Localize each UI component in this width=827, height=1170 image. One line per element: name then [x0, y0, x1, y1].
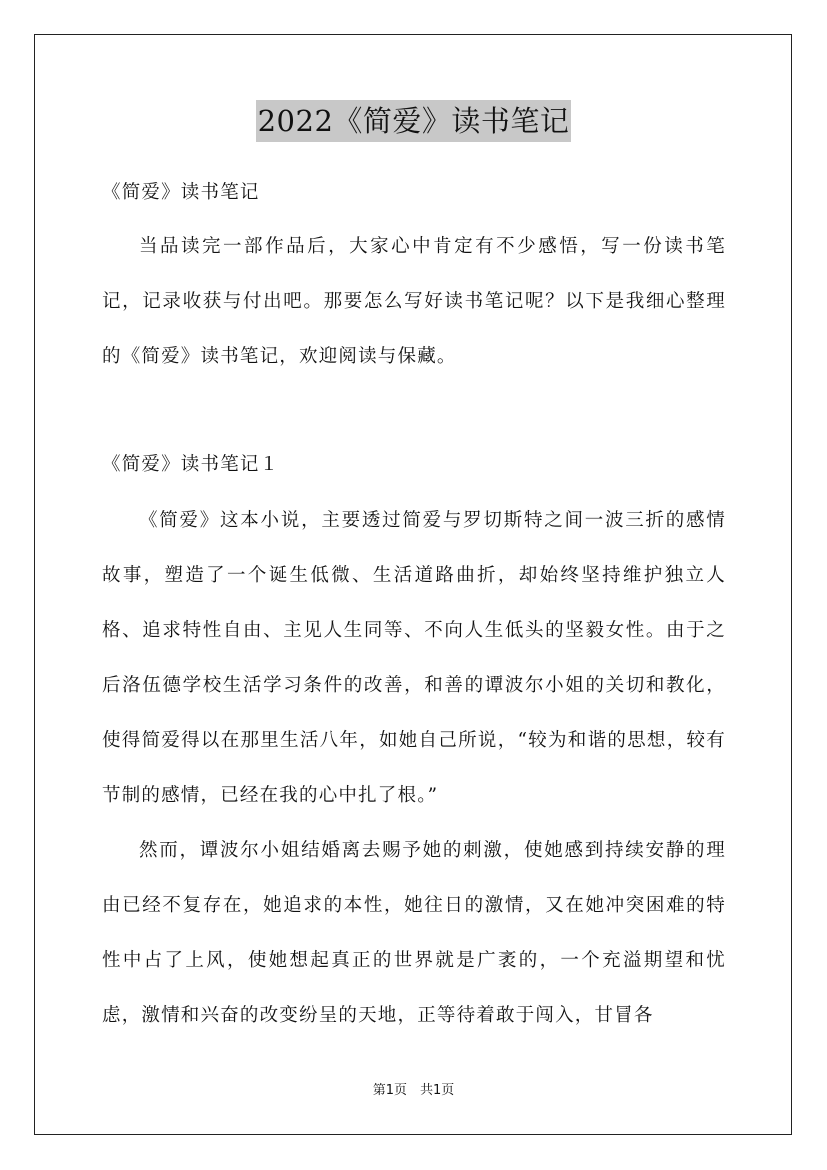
document-title: 2022《简爱》读书笔记	[256, 100, 572, 142]
intro-section	[102, 219, 726, 384]
intro-heading: 《简爱》读书笔记	[102, 182, 260, 203]
title-container	[0, 100, 827, 142]
section1-heading: 《简爱》读书笔记１	[102, 454, 280, 475]
section1-paragraph-2: 然而，谭波尔小姐结婚离去赐予她的刺激，使她感到持续安静的理由已经不复存在，她追求的本性，她往日的激情，又在她冲突困难的特性中占了上风，使她想起真正的世界就是广袤的，一个充溢期望和忧虑，激情和兴奋的改变纷呈的天地，正等待着敢于闯入，甘冒各	[102, 840, 726, 1026]
section1-paragraph-1: 《简爱》这本小说，主要透过简爱与罗切斯特之间一波三折的感情故事，塑造了一个诞生低微、生活道路曲折，却始终坚持维护独立人格、追求特性自由、主见人生同等、不向人生低头的坚毅女性。由于之后洛伍德学校生活学习条件的改善，和善的谭波尔小姐的关切和教化，使得简爱得以在那里生活八年，如她自己所说，“较为和谐的思想，较有节制的感情，已经在我的心中扎了根。”	[102, 510, 726, 806]
intro-paragraph: 当品读完一部作品后，大家心中肯定有不少感悟，写一份读书笔记，记录收获与付出吧。那要怎么写好读书笔记呢？以下是我细心整理的《简爱》读书笔记，欢迎阅读与保藏。	[102, 236, 726, 367]
section1-body	[102, 493, 726, 1043]
page-footer	[0, 1082, 827, 1100]
page-number-label: 第1页 共1页	[372, 1083, 455, 1098]
